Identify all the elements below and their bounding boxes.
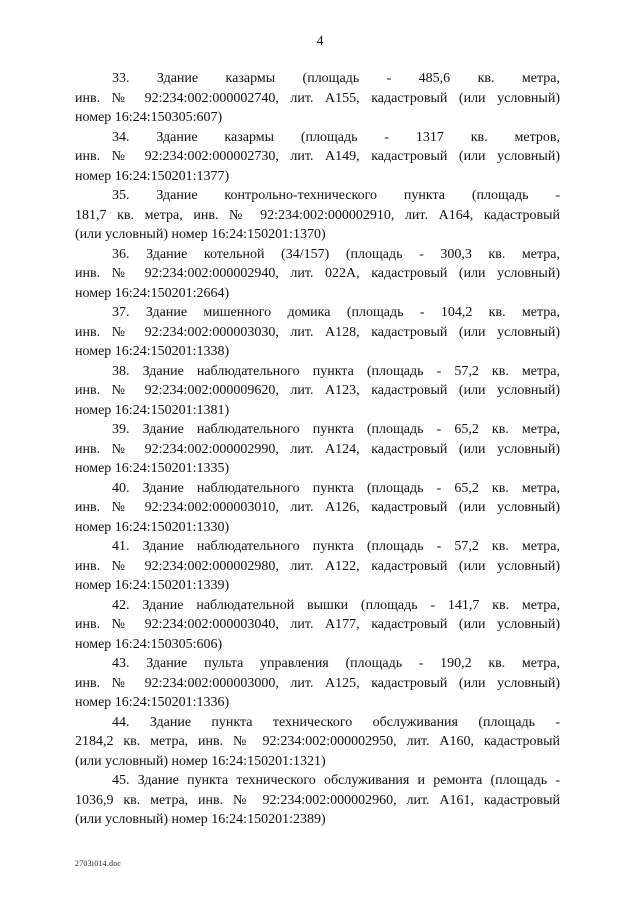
list-item-line: номер 16:24:150201:1335) <box>75 461 230 476</box>
list-item-line: номер 16:24:150201:1338) <box>75 344 230 359</box>
list-item <box>75 69 560 128</box>
list-item-line: 42. Здание наблюдательной вышки (площадь - 141,7 кв. метра, <box>112 597 560 613</box>
list-item <box>75 128 560 187</box>
list-item-line: номер 16:24:150201:1377) <box>75 168 230 184</box>
list-item <box>75 186 560 245</box>
list-item <box>75 362 560 421</box>
list-item-line: 45. Здание пункта технического обслуживания и ремонта (площадь - <box>112 773 560 788</box>
list-item-line: номер 16:24:150201:1330) <box>75 519 230 535</box>
list-item <box>75 771 560 830</box>
list-item-line: инв. № 92:234:002:000002990, лит. А124, кадастровый (или условный) <box>75 441 560 457</box>
list-item-line: (или условный) номер 16:24:150201:2389) <box>75 812 326 827</box>
document-body <box>75 69 560 830</box>
list-item <box>75 303 560 362</box>
list-item-line: 36. Здание котельной (34/157) (площадь - 300,3 кв. метра, <box>112 246 560 262</box>
list-item-line: инв. № 92:234:002:000002730, лит. А149, кадастровый (или условный) <box>75 149 560 164</box>
list-item <box>75 713 560 772</box>
list-item-line: 38. Здание наблюдательного пункта (площадь - 57,2 кв. метра, <box>112 363 560 379</box>
list-item-line: инв. № 92:234:002:000003000, лит. А125, кадастровый (или условный) <box>75 675 560 691</box>
list-item-line: (или условный) номер 16:24:150201:1321) <box>75 753 326 769</box>
list-item-line: инв. № 92:234:002:000002740, лит. А155, кадастровый (или условный) <box>75 90 560 106</box>
list-item-line: (или условный) номер 16:24:150201:1370) <box>75 227 326 242</box>
list-item-line: 40. Здание наблюдательного пункта (площадь - 65,2 кв. метра, <box>112 480 560 496</box>
list-item-line: инв. № 92:234:002:000009620, лит. А123, кадастровый (или условный) <box>75 383 560 398</box>
list-item-line: номер 16:24:150305:607) <box>75 110 223 125</box>
list-item-line: 41. Здание наблюдательного пункта (площадь - 57,2 кв. метра, <box>112 539 560 554</box>
list-item-line: номер 16:24:150201:1381) <box>75 402 230 418</box>
list-item-line: 33. Здание казармы (площадь - 485,6 кв. метра, <box>112 71 560 86</box>
list-item <box>75 420 560 479</box>
list-item <box>75 537 560 596</box>
list-item-line: номер 16:24:150305:606) <box>75 636 223 652</box>
list-item-line: инв. № 92:234:002:000003040, лит. А177, кадастровый (или условный) <box>75 617 560 632</box>
list-item-line: 35. Здание контрольно-технического пункта (площадь - <box>112 188 560 203</box>
list-item-line: инв. № 92:234:002:000002940, лит. 022А, кадастровый (или условный) <box>75 266 560 281</box>
list-item-line: 39. Здание наблюдательного пункта (площадь - 65,2 кв. метра, <box>112 422 560 437</box>
list-item-line: 44. Здание пункта технического обслуживания (площадь - <box>112 714 560 730</box>
list-item-line: инв. № 92:234:002:000003010, лит. А126, кадастровый (или условный) <box>75 500 560 515</box>
list-item-line: инв. № 92:234:002:000003030, лит. А128, кадастровый (или условный) <box>75 324 560 340</box>
list-item <box>75 479 560 538</box>
list-item-line: номер 16:24:150201:1336) <box>75 695 230 710</box>
list-item-line: 181,7 кв. метра, инв. № 92:234:002:000002910, лит. А164, кадастровый <box>75 207 560 223</box>
list-item-line: инв. № 92:234:002:000002980, лит. А122, кадастровый (или условный) <box>75 558 560 574</box>
list-item-line: 34. Здание казармы (площадь - 1317 кв. метров, <box>112 129 560 145</box>
list-item <box>75 654 560 713</box>
list-item-line: 43. Здание пульта управления (площадь - 190,2 кв. метра, <box>112 656 560 671</box>
list-item-line: 2184,2 кв. метра, инв. № 92:234:002:000002950, лит. А160, кадастровый <box>75 734 560 749</box>
footer-filename: 2703i014.doc <box>75 859 122 868</box>
list-item <box>75 245 560 304</box>
list-item-line: номер 16:24:150201:1339) <box>75 578 230 593</box>
list-item-line: 37. Здание мишенного домика (площадь - 104,2 кв. метра, <box>112 305 560 320</box>
list-item <box>75 596 560 655</box>
list-item-line: номер 16:24:150201:2664) <box>75 285 230 301</box>
list-item-line: 1036,9 кв. метра, инв. № 92:234:002:000002960, лит. А161, кадастровый <box>75 792 560 808</box>
page-number: 4 <box>316 34 324 49</box>
